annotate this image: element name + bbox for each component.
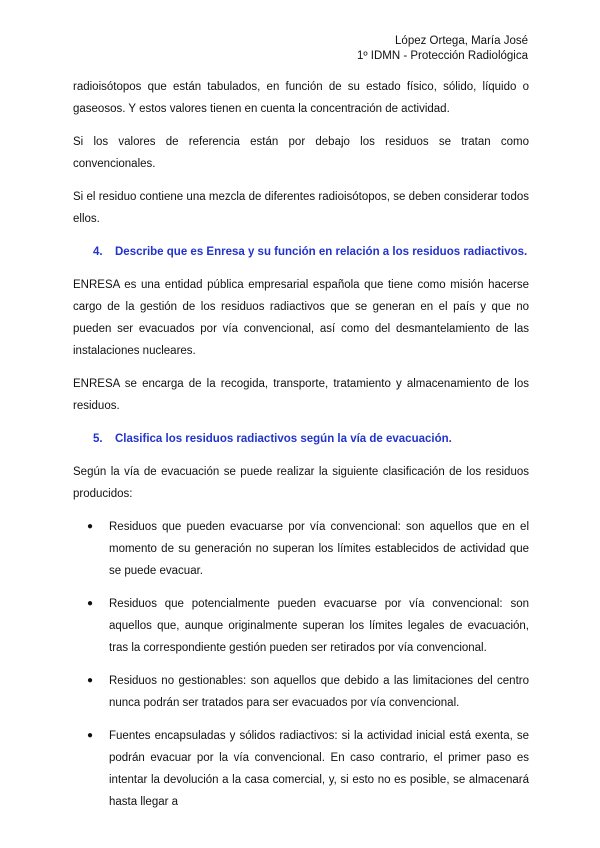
list-item-text: Residuos que pueden evacuarse por vía convencional: son aquellos que en el momento de su generación no superan los límites establecidos de actividad que se puede evacuar. [109,521,529,577]
author-name: López Ortega, María José [395,35,528,47]
document-body [73,76,529,824]
bullet-icon: ● [87,730,94,741]
list-item [73,593,529,659]
list-item-text: Residuos no gestionables: son aquellos que debido a las limitaciones del centro nunca podrán ser tratados para ser evacuados por vía convencional. [109,675,529,709]
question-4-number: 4. [93,246,103,258]
question-5-heading [73,428,529,450]
paragraph-6: Según la vía de evacuación se puede realizar la siguiente clasificación de los residuos producidos: [73,466,529,500]
question-4-text: Describe que es Enresa y su función en relación a los residuos radiactivos. [115,246,528,258]
list-item [73,516,529,582]
paragraph-4: ENRESA es una entidad pública empresarial española que tiene como misión hacerse cargo de la gestión de los residuos radiactivos que se generan en el país y que no pueden ser evacuados por vía convencional, así como del desmantelamiento de las instalaciones nucleares. [73,279,529,357]
paragraph-3: Si el residuo contiene una mezcla de diferentes radioisótopos, se deben considerar todos ellos. [73,191,529,225]
list-item [73,670,529,714]
page-header [357,34,528,64]
list-item-text: Fuentes encapsuladas y sólidos radiactivos: si la actividad inicial está exenta, se podrán evacuar por la vía convencional. En caso contrario, el primer paso es intentar la devolución a la casa comercial, y, si esto no es posible, se almacenará hasta llegar a [109,730,529,808]
question-5-text: Clasifica los residuos radiactivos según la vía de evacuación. [115,433,452,445]
question-4-heading [73,241,529,263]
paragraph-2: Si los valores de referencia están por debajo los residuos se tratan como convencionales. [73,136,529,170]
bullet-icon: ● [87,675,94,686]
paragraph-5: ENRESA se encarga de la recogida, transporte, tratamiento y almacenamiento de los residuos. [73,378,529,412]
classification-list [73,516,529,813]
list-item-text: Residuos que potencialmente pueden evacuarse por vía convencional: son aquellos que, aunque originalmente superan los límites legales de evacuación, tras la correspondiente gestión pueden ser retirados por vía convencional. [109,598,529,654]
question-5-number: 5. [93,433,103,445]
list-item [73,725,529,813]
paragraph-1: radioisótopos que están tabulados, en función de su estado físico, sólido, líquido o gaseosos. Y estos valores tienen en cuenta la concentración de actividad. [73,81,529,115]
bullet-icon: ● [87,521,94,532]
bullet-icon: ● [87,598,94,609]
course-name: 1º IDMN - Protección Radiológica [356,50,528,62]
